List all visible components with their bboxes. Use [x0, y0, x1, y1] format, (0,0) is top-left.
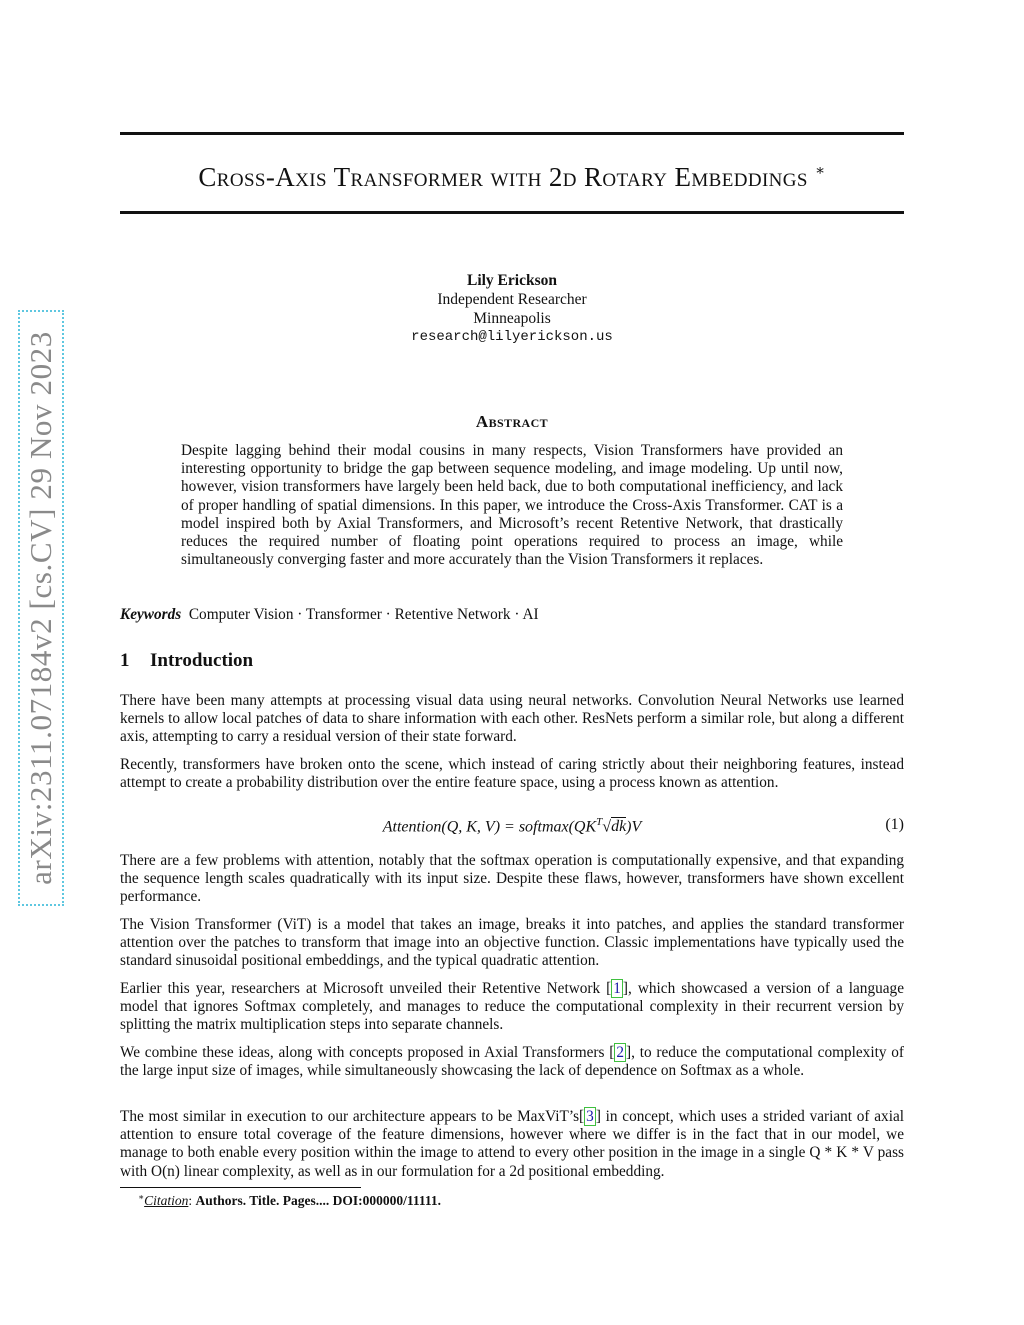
paragraph-5-text-a: Earlier this year, researchers at Microsoft unveiled their Retentive Network [120, 980, 607, 997]
author-location: Minneapolis [473, 310, 551, 327]
title-footnote-mark[interactable]: ∗ [815, 163, 826, 179]
citation-link-3[interactable]: 3 [586, 1108, 594, 1125]
equation-number: (1) [885, 816, 904, 833]
paper-title-text: Cross-Axis Transformer with 2d Rotary Embeddings [198, 162, 808, 192]
paragraph-5: Earlier this year, researchers at Microsoft unveiled their Retentive Network [ 1 ], which showcased a version of a language model that ignores Softmax completely, and manages to reduce the computational complexity in their recurrent version by splitting the matrix multiplication steps into separate channels. [120, 980, 904, 1034]
paragraph-7-text-a: The most similar in execution to our architecture appears to be MaxViT’s [120, 1108, 580, 1125]
paragraph-6: We combine these ideas, along with concepts proposed in Axial Transformers [ 2 ], to reduce the computational complexity of the large input size of images, while simultaneously showcasing the lack of dependence on Softmax as a whole. [120, 1044, 904, 1080]
citation-link-1[interactable]: 1 [613, 980, 621, 997]
paragraph-6-text-a: We combine these ideas, along with concepts proposed in Axial Transformers [120, 1044, 610, 1061]
footnote-mark: ∗ [138, 1192, 145, 1202]
section-heading [120, 650, 253, 672]
footnote-label: Citation [144, 1193, 189, 1208]
arxiv-stamp-text: arXiv:2311.07184v2 [cs.CV] 29 Nov 2023 [23, 331, 58, 885]
equation-formula [120, 816, 904, 836]
paragraph-6-text-b: , to reduce the computational complexity of the large input size of images, while simultaneously showcasing the lack of dependence on Softmax as a whole. [120, 1044, 904, 1080]
title-rule-bottom [120, 211, 904, 214]
paragraph-5-text-b: , which showcased a version of a language model that ignores Softmax completely, and manages to reduce the computational complexity in their recurrent version by splitting the matrix multiplication steps into separate channels. [120, 980, 904, 1034]
footnote-value: Authors. Title. Pages.... DOI:000000/11111. [195, 1193, 442, 1208]
paragraph-3: There are a few problems with attention, notably that the softmax operation is computationally expensive, and that expanding the sequence length scales quadratically with its input size. Despite these flaws, however, transformers have shown excellent performance. [120, 852, 904, 906]
sqrt-icon: √ [602, 818, 612, 836]
equation-lhs: Attention(Q, K, V) = softmax(QK [382, 818, 597, 836]
keywords-value: Computer Vision · Transformer · Retentive Network · AI [188, 606, 539, 623]
section-number: 1 [120, 650, 130, 671]
paper-title [120, 161, 904, 193]
paragraph-7-text-b: in concept, which uses a strided variant of axial attention to ensure total coverage of the feature dimensions, however where we differ is in the fact that in our model, we manage to both enable every position within the image to attend to every other position in the image in a single Q * K * V pass with O(n) linear complexity, as well as in our formulation for a 2d positional embedding. [120, 1108, 904, 1180]
section-title: Introduction [150, 650, 254, 671]
equation-rhs: )V [626, 818, 642, 836]
paragraph-4: The Vision Transformer (ViT) is a model that takes an image, breaks it into patches, and applies the standard transformer attention over the patches to transform that image into an objective function. Classic implementations have typically used the standard sinusoidal positional embeddings, and the typical quadratic attention. [120, 916, 904, 970]
author-affiliation: Independent Researcher [437, 291, 587, 308]
title-rule-top [120, 132, 904, 135]
footnote-rule [120, 1187, 361, 1188]
author-name: Lily Erickson [466, 272, 557, 289]
keywords-label: Keywords [120, 606, 182, 623]
paragraph-2: Recently, transformers have broken onto the scene, which instead of caring strictly about their neighboring features, instead attempt to create a probability distribution over the entire feature space, using a process known as attention. [120, 756, 904, 792]
equation-superscript: T [596, 816, 603, 828]
equation-sqrt-arg: dk [611, 818, 627, 836]
citation-link-2[interactable]: 2 [616, 1044, 625, 1061]
paragraph-1: There have been many attempts at processing visual data using neural networks. Convolution Neural Networks use learned kernels to allow local patches of data to share information with each other. ResNets perform a similar role, but along a different axis, attempting to carry a residual version of their state forward. [120, 692, 904, 746]
keywords-line [120, 606, 539, 624]
arxiv-stamp[interactable] [18, 310, 64, 906]
abstract-heading: Abstract [475, 412, 549, 431]
paragraph-7: The most similar in execution to our architecture appears to be MaxViT’s[ 3 ] in concept, which uses a strided variant of axial attention to ensure total coverage of the feature dimensions, however where we differ is in the fact that in our model, we manage to both enable every position within the image to attend to every other position in the image in a single Q * K * V pass with O(n) linear complexity, as well as in our formulation for a 2d positional embedding. [120, 1108, 904, 1180]
author-email[interactable]: research@lilyerickson.us [411, 329, 613, 345]
footnote: ∗Citation: Authors. Title. Pages.... DOI:000000/11111. [138, 1192, 442, 1208]
abstract-text: Despite lagging behind their modal cousins in many respects, Vision Transformers have provided an interesting opportunity to bridge the gap between sequence modeling, and image modeling. Up until now, however, vision transformers have largely been held back, due to both computational inefficiency, and lack of proper handling of spatial dimensions. In this paper, we introduce the Cross-Axis Transformer. CAT is a model inspired both by Axial Transformers, and Microsoft’s recent Retentive Network, that drastically reduces the required number of floating point operations required to process an image, while simultaneously converging faster and more accurately than the Vision Transformers it replaces. [181, 442, 843, 569]
equation-attention [120, 816, 904, 840]
author-block [0, 271, 1024, 347]
